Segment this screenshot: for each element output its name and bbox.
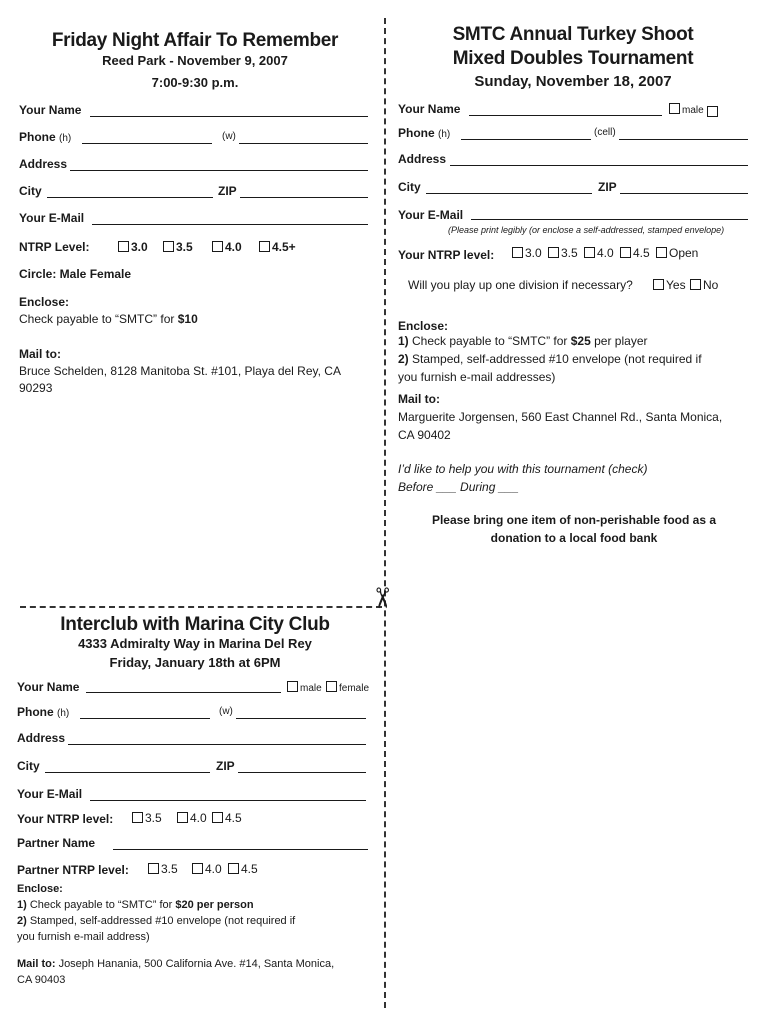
interclub-email-field[interactable] [90,800,366,801]
friday-email-label: Your E-Mail [19,211,85,225]
friday-address-field[interactable] [70,170,368,171]
interclub-address-label: Address [17,731,66,745]
interclub-city-field[interactable] [45,772,210,773]
turkey-zip-field[interactable] [620,193,748,194]
friday-ntrp-option-4-0[interactable]: 4.0 [212,240,242,254]
friday-name-field[interactable] [90,116,368,117]
turkey-ntrp-option-4-5[interactable]: 4.5 [620,244,650,262]
turkey-food-note-2: donation to a local food bank [490,531,658,545]
interclub-female-checkbox[interactable]: female [326,681,369,694]
friday-city-field[interactable] [47,197,213,198]
interclub-partner-ntrp-label: Partner NTRP level: [17,863,129,877]
friday-phone-w-field[interactable] [239,143,368,144]
interclub-address-field[interactable] [68,744,366,745]
turkey-name-label: Your Name [398,102,461,116]
interclub-name-field[interactable] [86,692,281,693]
turkey-email-note: (Please print legibly (or enclose a self-addressed, stamped envelope) [448,225,725,235]
turkey-ntrp-option-4-0[interactable]: 4.0 [584,244,614,262]
turkey-zip-label: ZIP [598,180,617,194]
friday-venue-date: Reed Park - November 9, 2007 [102,53,288,68]
turkey-phone-label: Phone (h) [398,126,451,140]
friday-name-label: Your Name [19,103,82,117]
turkey-mail-label: Mail to: [398,392,440,406]
interclub-male-checkbox[interactable]: male [287,681,322,694]
interclub-phone-w-field[interactable] [236,718,366,719]
interclub-mail-text-2: CA 90403 [17,974,66,986]
friday-ntrp-label: NTRP Level: [19,240,90,254]
interclub-enclose-item-2: 2) Stamped, self-addressed #10 envelope (not required if [17,915,296,927]
vertical-cut-line [384,18,386,1008]
friday-enclose-text: Check payable to “SMTC” for $10 [19,312,198,326]
turkey-ntrp-option-3-0[interactable]: 3.0 [512,244,542,262]
turkey-play-up-question: Will you play up one division if necessary? [408,278,633,292]
friday-mail-text-2: 90293 [19,381,53,395]
friday-phone-label: Phone (h) [19,130,72,144]
interclub-phone-w-label: (w) [219,706,233,717]
friday-mail-label: Mail to: [19,347,61,361]
interclub-partner-ntrp-option-3-5[interactable]: 3.5 [148,860,178,878]
interclub-enclose-label: Enclose: [17,883,63,895]
friday-email-field[interactable] [92,224,368,225]
turkey-city-label: City [398,180,421,194]
interclub-phone-label: Phone (h) [17,705,70,719]
turkey-enclose-item-2-cont: you furnish e-mail addresses) [398,370,556,384]
turkey-help-text: I’d like to help you with this tournament (check) [398,462,648,476]
turkey-title-2: Mixed Doubles Tournament [452,48,694,69]
friday-enclose-label: Enclose: [19,295,70,309]
interclub-phone-h-field[interactable] [80,718,210,719]
turkey-phone-cell-label: (cell) [594,127,616,138]
friday-address-label: Address [19,157,68,171]
interclub-date: Friday, January 18th at 6PM [109,655,281,670]
turkey-enclose-item-1: 1) Check payable to “SMTC” for $25 per player [398,334,648,348]
friday-time: 7:00-9:30 p.m. [151,75,239,90]
interclub-name-label: Your Name [17,680,80,694]
interclub-mail: Mail to: Joseph Hanania, 500 California Ave. #14, Santa Monica, [17,958,335,970]
turkey-mail-text: Marguerite Jorgensen, 560 East Channel Rd., Santa Monica, [398,410,723,424]
turkey-help-options[interactable]: Before ___ During ___ [398,480,519,494]
interclub-ntrp-option-4-0[interactable]: 4.0 [177,809,207,827]
interclub-enclose-item-1: 1) Check payable to “SMTC” for $20 per person [17,899,254,911]
turkey-ntrp-option-open[interactable]: Open [656,244,698,262]
turkey-ntrp-label: Your NTRP level: [398,248,495,262]
interclub-partner-ntrp-option-4-5[interactable]: 4.5 [228,860,258,878]
scissors-icon: ✂ [366,586,398,610]
turkey-name-field[interactable] [469,115,662,116]
interclub-email-label: Your E-Mail [17,787,83,801]
friday-mail-text: Bruce Schelden, 8128 Manitoba St. #101, Playa del Rey, CA [19,364,341,378]
friday-ntrp-option-3-5[interactable]: 3.5 [163,240,193,254]
friday-zip-field[interactable] [240,197,368,198]
interclub-partner-ntrp-option-4-0[interactable]: 4.0 [192,860,222,878]
friday-zip-label: ZIP [218,184,237,198]
interclub-partner-name-field[interactable] [113,849,368,850]
turkey-food-note-1: Please bring one item of non-perishable food as a [431,513,717,527]
interclub-ntrp-option-4-5[interactable]: 4.5 [212,809,242,827]
friday-title: Friday Night Affair To Remember [51,30,339,51]
interclub-partner-name-label: Partner Name [17,836,96,850]
turkey-title-1: SMTC Annual Turkey Shoot [452,24,694,45]
interclub-zip-field[interactable] [238,772,366,773]
interclub-address: 4333 Admiralty Way in Marina Del Rey [78,636,312,651]
friday-ntrp-option-4-5[interactable]: 4.5+ [259,240,296,254]
turkey-enclose-label: Enclose: [398,319,449,333]
turkey-email-field[interactable] [471,219,748,220]
friday-phone-h-field[interactable] [82,143,212,144]
turkey-enclose-item-2: 2) Stamped, self-addressed #10 envelope (not required if [398,352,702,366]
turkey-play-up-no[interactable]: No [690,276,718,294]
turkey-date: Sunday, November 18, 2007 [474,73,672,90]
horizontal-cut-line [20,606,382,608]
turkey-address-label: Address [398,152,447,166]
turkey-phone-cell-field[interactable] [619,139,748,140]
interclub-city-label: City [17,759,40,773]
turkey-male-checkbox[interactable]: male [669,103,704,116]
friday-ntrp-option-3-0[interactable]: 3.0 [118,240,148,254]
friday-gender-circle[interactable]: Circle: Male Female [19,267,132,281]
interclub-enclose-item-2-cont: you furnish e-mail address) [17,931,150,943]
interclub-title: Interclub with Marina City Club [60,614,330,635]
friday-city-label: City [19,184,42,198]
turkey-email-label: Your E-Mail [398,208,464,222]
interclub-zip-label: ZIP [216,759,235,773]
turkey-address-field[interactable] [450,165,748,166]
turkey-mail-text-2: CA 90402 [398,428,451,442]
turkey-female-checkbox[interactable] [707,103,720,121]
turkey-phone-h-field[interactable] [461,139,591,140]
turkey-ntrp-option-3-5[interactable]: 3.5 [548,244,578,262]
turkey-city-field[interactable] [426,193,592,194]
friday-phone-w-label: (w) [222,131,236,142]
interclub-ntrp-label: Your NTRP level: [17,812,114,826]
interclub-ntrp-option-3-5[interactable]: 3.5 [132,809,162,827]
turkey-play-up-yes[interactable]: Yes [653,276,686,294]
